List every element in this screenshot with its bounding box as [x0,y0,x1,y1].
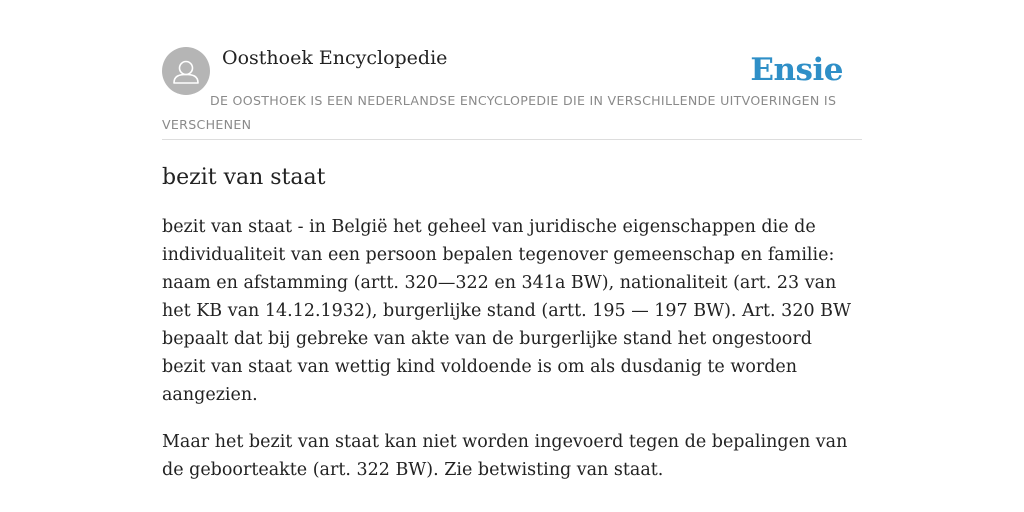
brand-logo[interactable]: Ensie [750,52,843,88]
article-paragraph: bezit van staat - in België het geheel van juridische eigenschappen die de individualiteit van een persoon bepalen tegenover gemeenschap en familie: naam en afstamming (artt. 320—322 en 341a BW), nationaliteit (art. 23 van het KB van 14.12.1932), burgerlijke stand (artt. 195 — 197 BW). Art. 320 BW bepaalt dat bij gebreke van akte van de burgerlijke stand het ongestoord bezit van staat van wettig kind voldoende is om als dusdanig te worden aangezien. [162,217,851,405]
user-avatar-icon[interactable] [162,47,210,95]
site-name[interactable]: Oosthoek Encyclopedie [222,47,448,69]
site-tagline: DE OOSTHOEK IS EEN NEDERLANDSE ENCYCLOPEDIE DIE IN VERSCHILLENDE UITVOERINGEN IS VERSCHENEN [162,93,837,132]
article-paragraph: Maar het bezit van staat kan niet worden ingevoerd tegen de bepalingen van de geboorteakte (art. 322 BW). Zie betwisting van staat. [162,432,848,480]
article-title: bezit van staat [162,165,326,190]
header [162,46,862,140]
article-container [162,46,862,484]
